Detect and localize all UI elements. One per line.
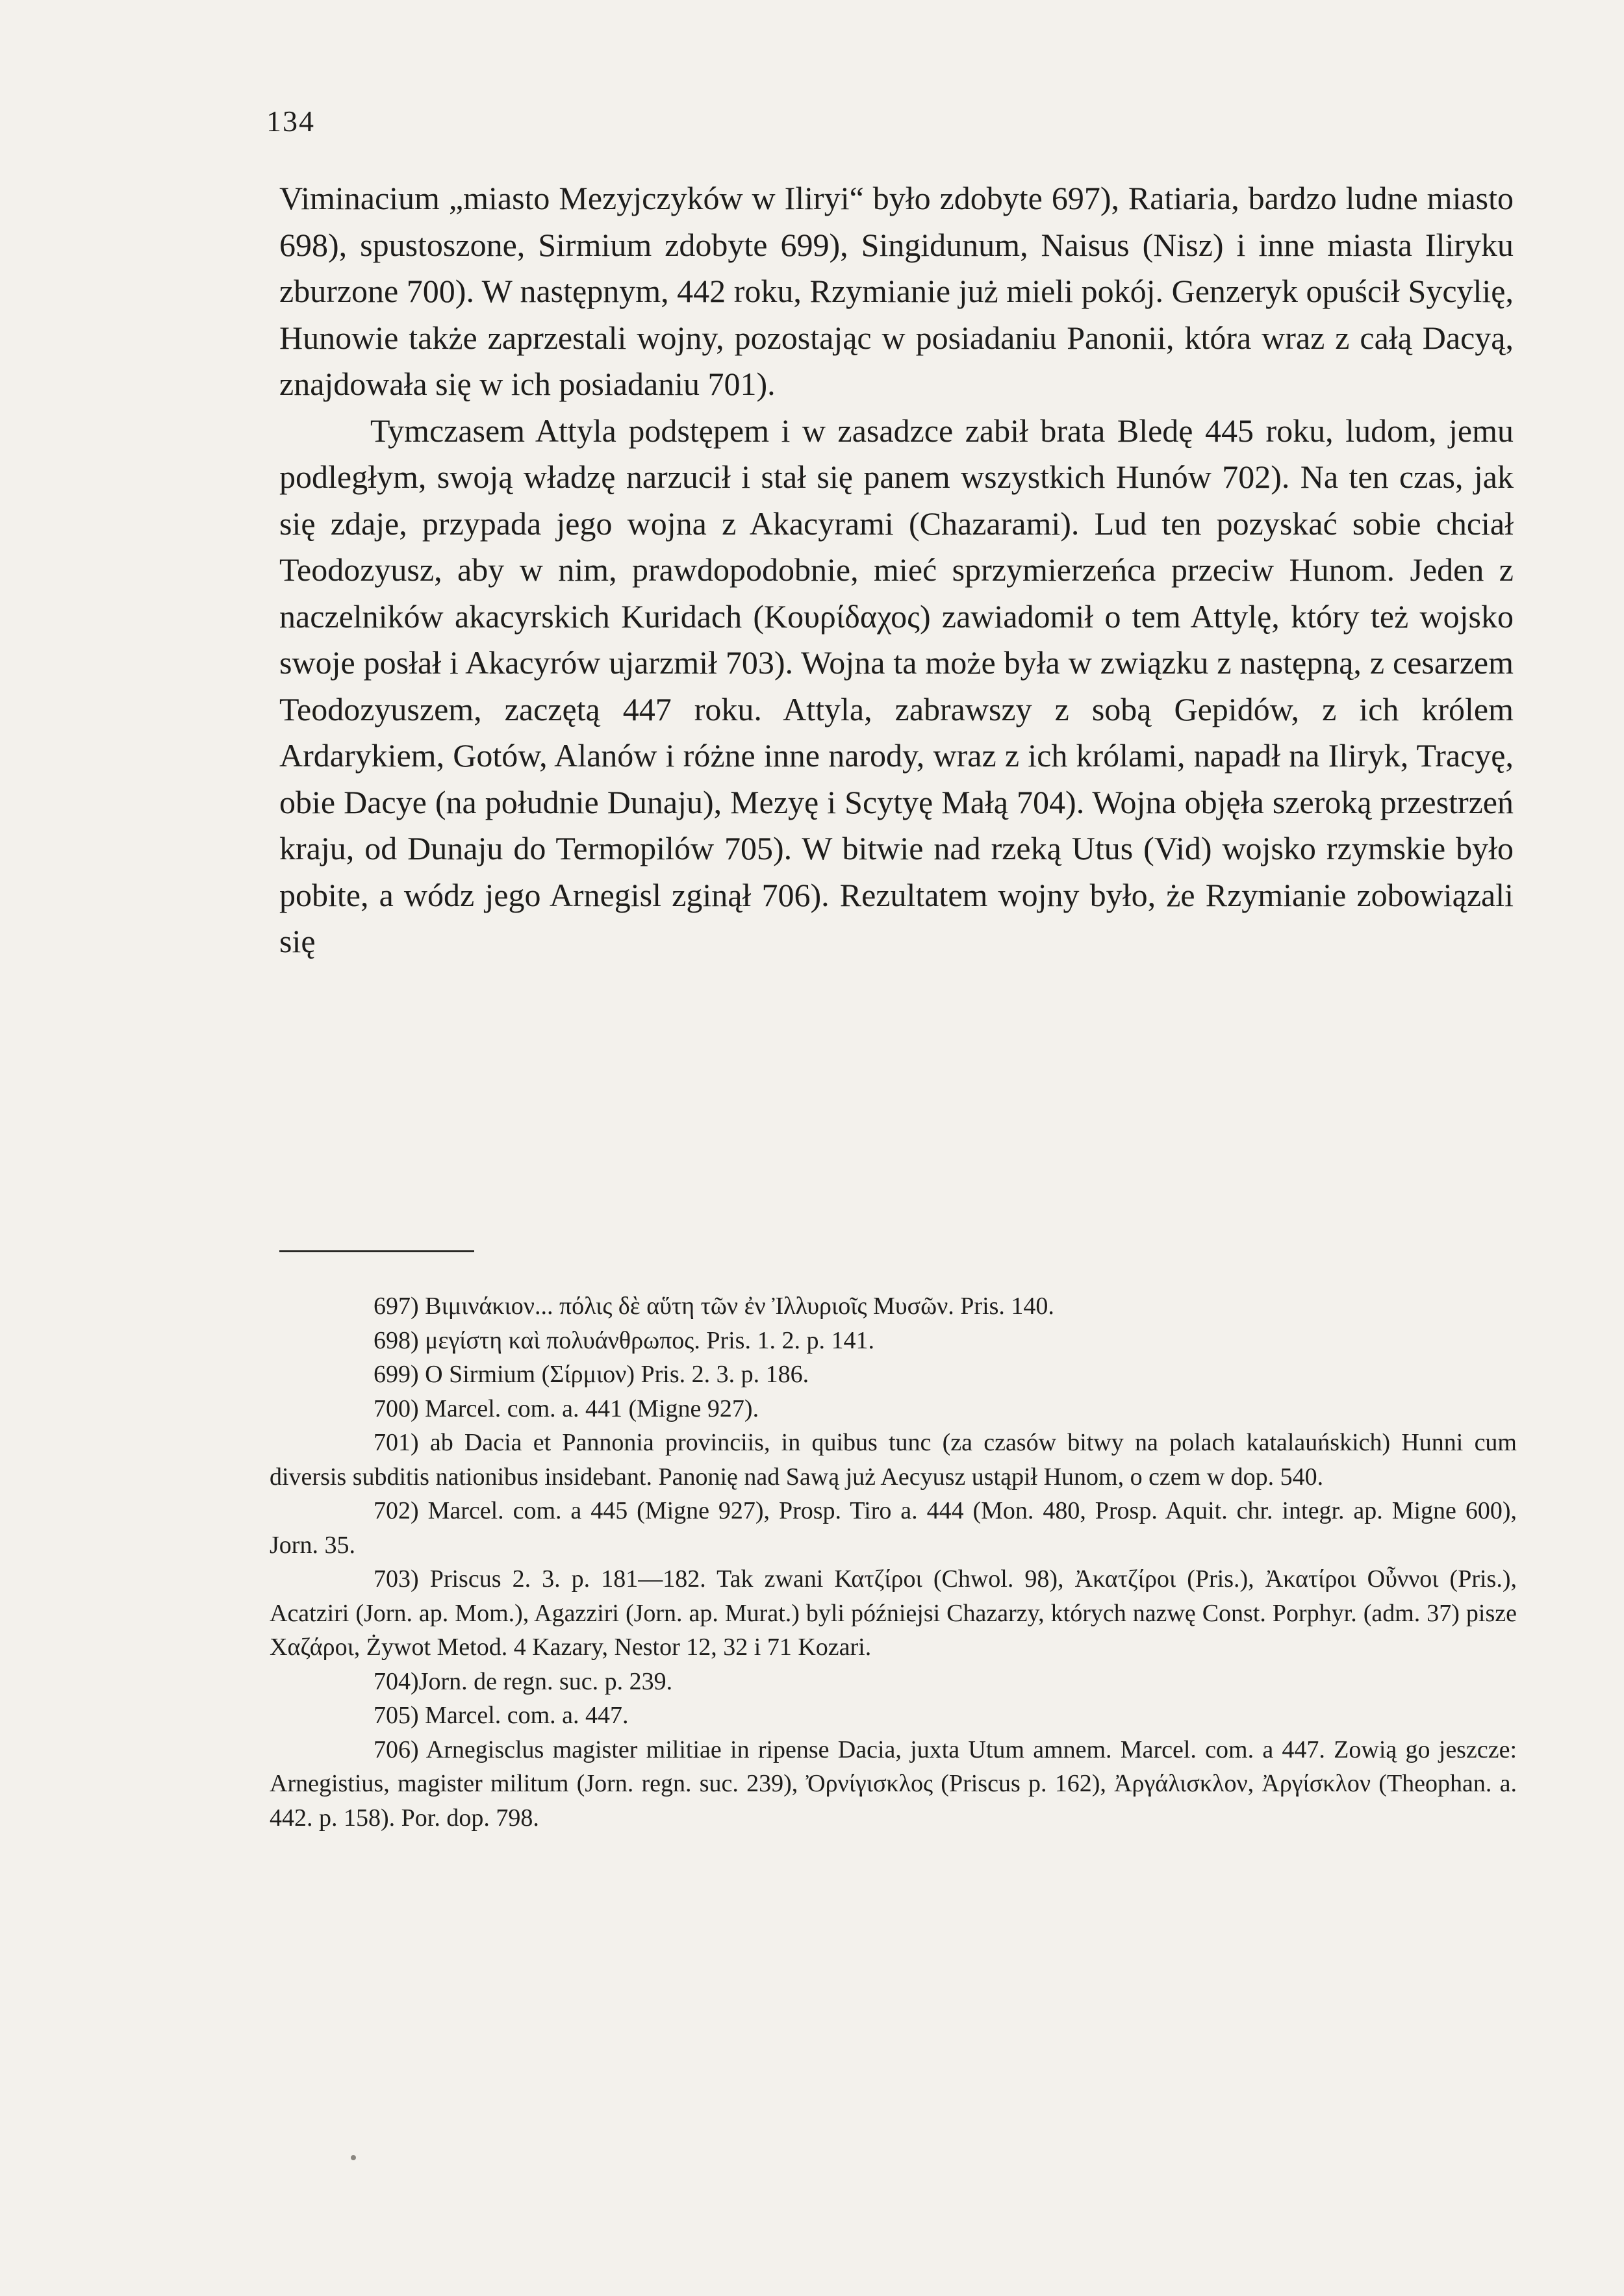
footnote-separator [279,1250,474,1252]
footnote-699: 699) O Sirmium (Σίρμιον) Pris. 2. 3. p. 186. [374,1361,809,1388]
footnote-704: 704)Jorn. de regn. suc. p. 239. [374,1667,673,1695]
footnote-697: 697) Βιμινάκιον... πόλις δὲ αὕτη τῶν ἐν Ἰλλυριοῖς Μυσῶν. Pris. 140. [374,1293,1054,1320]
page-number: 134 [266,105,315,138]
footnote-706: 706) Arnegisclus magister militiae in ripense Dacia, juxta Utum amnem. Marcel. com. a 447. Zowią go jeszcze: Arnegistius, magister militum (Jorn. regn. suc. 239), Ὀρνίγισκλος (Priscus p. 162), Ἀργάλισκλον, Ἀργίσκλον (Theophan. a. 442. p. 158). Por. dop. 798. [270,1735,1517,1832]
print-speck [351,2155,356,2160]
main-text [279,175,1514,965]
paragraph-2: Tymczasem Attyla podstępem i w zasadzce zabił brata Bledę 445 roku, ludom, jemu podległym, swoją władzę narzucił i stał się panem wszystkich Hunów 702). Na ten czas, jak się zdaje, przypada jego wojna z Akacyrami (Chazarami). Lud ten pozyskać sobie chciał Teodozyusz, aby w nim, prawdopodobnie, mieć sprzymierzeńca przeciw Hunom. Jeden z naczelników akacyrskich Kuridach (Κουρίδαχος) zawiadomił o tem Attylę, który też wojsko swoje posłał i Akacyrów ujarzmił 703). Wojna ta może była w związku z następną, z cesarzem Teodozyuszem, zaczętą 447 roku. Attyla, zabrawszy z sobą Gepidów, z ich królem Ardarykiem, Gotów, Alanów i różne inne narody, wraz z ich królami, napadł na Iliryk, Tracyę, obie Dacye (na południe Dunaju), Mezyę i Scytyę Małą 704). Wojna objęła szeroką przestrzeń kraju, od Dunaju do Termopilów 705). W bitwie nad rzeką Utus (Vid) wojsko rzymskie było pobite, a wódz jego Arnegisl zginął 706). Rezultatem wojny było, że Rzymianie zobowiązali się [279,412,1514,959]
footnote-701: 701) ab Dacia et Pannonia provinciis, in quibus tunc (za czasów bitwy na polach katalauńskich) Hunni cum diversis subditis nationibus insidebant. Panonię nad Sawą już Aecyusz ustąpił Hunom, o czem w dop. 540. [270,1429,1517,1491]
paragraph-1: Viminacium „miasto Mezyjczyków w Iliryi“ było zdobyte 697), Ratiaria, bardzo ludne miasto 698), spustoszone, Sirmium zdobyte 699), Singidunum, Naisus (Nisz) i inne miasta Iliryku zburzone 700). W następnym, 442 roku, Rzymianie już mieli pokój. Genzeryk opuścił Sycylię, Hunowie także zaprzestali wojny, pozostając w posiadaniu Panonii, która wraz z całą Dacyą, znajdowała się w ich posiadaniu 701). [279,180,1514,402]
footnote-703: 703) Priscus 2. 3. p. 181—182. Tak zwani Κατζίροι (Chwol. 98), Ἀκατζίροι (Pris.), Ἀκατίροι Οὖννοι (Pris.), Acatziri (Jorn. ap. Mom.), Agazziri (Jorn. ap. Murat.) byli późniejsi Chazarzy, których nazwę Const. Porphyr. (adm. 37) pisze Χαζάροι, Żywot Metod. 4 Kazary, Nestor 12, 32 i 71 Kozari. [270,1565,1517,1661]
footnote-700: 700) Marcel. com. a. 441 (Migne 927). [374,1394,759,1422]
footnote-702: 702) Marcel. com. a 445 (Migne 927), Prosp. Tiro a. 444 (Mon. 480, Prosp. Aquit. chr. integr. ap. Migne 600), Jorn. 35. [270,1497,1517,1559]
footnotes [270,1289,1517,1835]
footnote-698: 698) μεγίστη καὶ πολυάνθρωπος. Pris. 1. 2. p. 141. [374,1326,874,1354]
footnote-705: 705) Marcel. com. a. 447. [374,1702,629,1729]
